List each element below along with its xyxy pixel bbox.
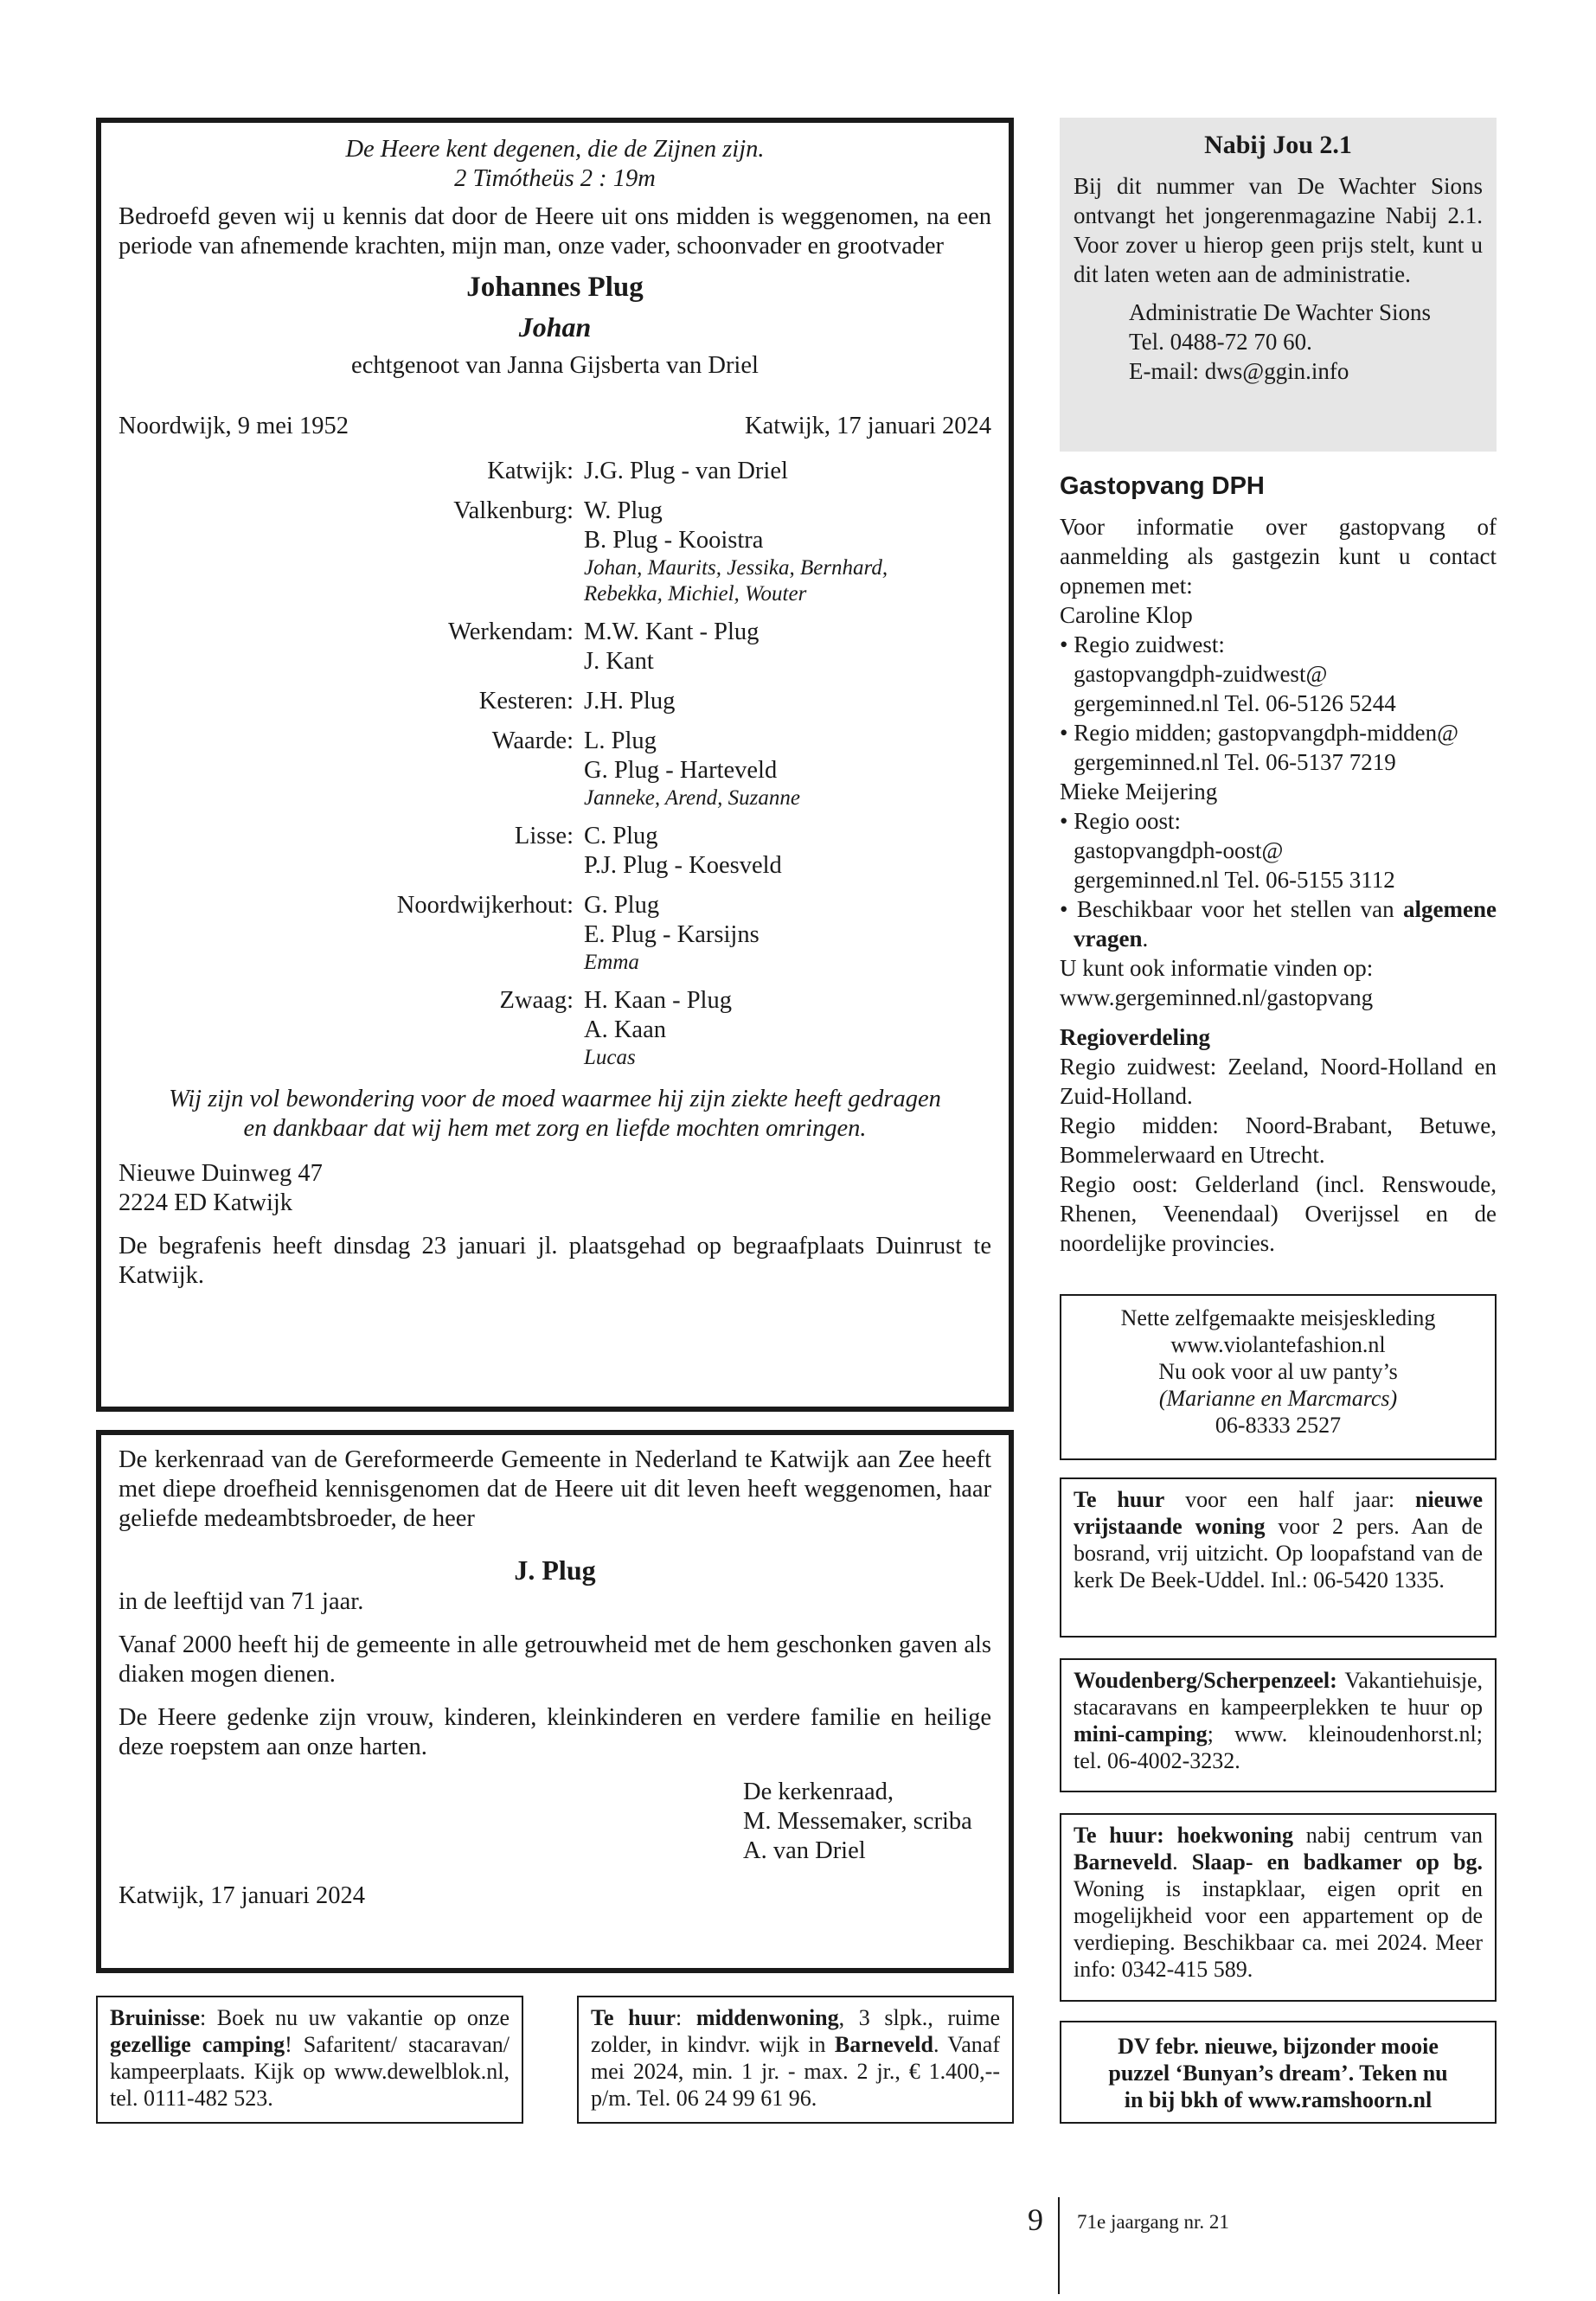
ad-text: voor 2 pers. Aan de bosrand, vrij uitzicht. Op loopafstand van de kerk De Beek-Uddel. Inl.: 06-5420 1335. [1074, 1514, 1483, 1593]
family-group [119, 497, 991, 607]
family-names [584, 618, 759, 676]
funeral-note: De begrafenis heeft dinsdag 23 januari jl. plaatsgehad op begraafplaats Duinrust te Katwijk. [119, 1233, 991, 1289]
ad-rent-detached-house [1060, 1477, 1497, 1638]
family-member: G. Plug - Harteveld [584, 757, 778, 784]
grandchildren: Janneke, Arend, Suzanne [584, 786, 800, 810]
contact-person: Mieke Meijering [1060, 779, 1218, 804]
ad-text: ; www. kleinoudenhorst.nl; tel. 06-4002-3232. [1074, 1721, 1483, 1773]
family-place: Werkendam: [448, 619, 574, 645]
family-names [584, 822, 782, 881]
scripture-reference: 2 Timótheüs 2 : 19m [454, 165, 656, 192]
obituary-intro: Bedroefd geven wij u kennis dat door de Heere uit ons midden is weggenomen, na een periode van afnemende krachten, mijn man, onze vader, schoonvader en grootvader [119, 203, 991, 260]
council-deceased-name: J. Plug [514, 1554, 596, 1586]
family-group [119, 986, 991, 1071]
council-intro: De kerkenraad van de Gereformeerde Gemeente in Nederland te Katwijk aan Zee heeft met diepe droefheid kennisgenomen dat de Heere uit dit leven heeft weggenomen, haar geliefde medeambtsbroeder, de heer [119, 1446, 991, 1532]
ad-highlight: Barneveld [1074, 1849, 1173, 1875]
region-zuidwest-phone: gergeminned.nl Tel. 06-5126 5244 [1074, 690, 1396, 716]
family-names [584, 891, 760, 976]
scripture-quote: De Heere kent degenen, die de Zijnen zijn. [345, 136, 765, 163]
address-street: Nieuwe Duinweg 47 [119, 1160, 323, 1187]
ad-highlight: nieuwe vrijstaande woning [1074, 1487, 1483, 1539]
ad-highlight: middenwoning [695, 2005, 839, 2030]
council-signature [743, 1778, 991, 1866]
ad-website: www.violantefashion.nl [1170, 1332, 1386, 1357]
family-address [119, 1159, 991, 1218]
ad-text: ! Safaritent/ stacaravan/ kampeerplaats. Kijk op www.dewelblok.nl, tel. 0111-482 523. [110, 2032, 510, 2111]
family-member: J.G. Plug - van Driel [584, 458, 788, 484]
family-group [119, 822, 991, 881]
ad-highlight: mini-camping [1074, 1721, 1208, 1747]
ad-woudenberg-camping [1060, 1658, 1497, 1792]
nabij-contact [1129, 298, 1483, 386]
contact-line: E-mail: dws@ggin.info [1129, 358, 1349, 384]
region-midden-label: • Regio midden; gastopvangdph-midden@ [1060, 720, 1459, 746]
ad-text: nabij centrum van [1292, 1823, 1483, 1848]
family-member: J.H. Plug [584, 688, 676, 715]
ad-puzzle-bunyan [1060, 2021, 1497, 2124]
ad-highlight: Barneveld [834, 2032, 933, 2057]
nabij-title: Nabij Jou 2.1 [1204, 131, 1352, 159]
region-division-title: Regioverdeling [1060, 1024, 1210, 1050]
family-place: Zwaag: [499, 987, 574, 1014]
ad-text: Vakantiehuisje, stacaravans en kampeerplekken te huur op [1074, 1668, 1483, 1720]
ad-title: Bruinisse [110, 2005, 201, 2030]
tribute-line: Wij zijn vol bewondering voor de moed waarmee hij zijn ziekte heeft gedragen [169, 1086, 941, 1112]
ad-title: Te huur: hoekwoning [1074, 1823, 1293, 1848]
family-group [119, 618, 991, 676]
family-member: E. Plug - Karsijns [584, 921, 760, 948]
contact-line: Administratie De Wachter Sions [1129, 299, 1432, 325]
ad-rent-hoekwoning [1060, 1813, 1497, 2002]
grandchildren: Rebekka, Michiel, Wouter [584, 582, 807, 606]
spouse-line: echtgenoot van Janna Gijsberta van Driel [351, 352, 759, 379]
family-names [584, 497, 888, 607]
ad-phone: 06-8333 2527 [1215, 1413, 1342, 1438]
family-member: H. Kaan - Plug [584, 987, 732, 1014]
ad-title: Te huur [591, 2005, 676, 2030]
council-blessing: De Heere gedenke zijn vrouw, kinderen, kleinkinderen en verdere familie en heilige deze roepstem aan onze harten. [119, 1704, 991, 1760]
family-place: Kesteren: [478, 688, 574, 715]
grandchildren: Johan, Maurits, Jessika, Bernhard, [584, 556, 888, 580]
family-member: G. Plug [584, 892, 660, 919]
ad-line: DV febr. nieuwe, bijzonder mooie [1118, 2034, 1439, 2059]
ad-text: . [1172, 1849, 1192, 1875]
deceased-nickname: Johan [518, 311, 592, 343]
family-member: P.J. Plug - Koesveld [584, 852, 782, 879]
family-names [584, 727, 800, 811]
more-info: U kunt ook informatie vinden op: www.gergeminned.nl/gastopvang [1060, 955, 1374, 1010]
council-notice [96, 1430, 1014, 1973]
general-text: • Beschikbaar voor het stellen van [1060, 896, 1404, 922]
region-zuidwest-email: gastopvangdph-zuidwest@ [1074, 661, 1328, 687]
general-text: . [1142, 926, 1149, 952]
region-oost-phone: gergeminned.nl Tel. 06-5155 3112 [1074, 867, 1395, 893]
birth-date: Noordwijk, 9 mei 1952 [119, 413, 349, 439]
council-age: in de leeftijd van 71 jaar. [119, 1588, 364, 1615]
family-member: A. Kaan [584, 1016, 666, 1043]
ad-highlight: Slaap- en badkamer op bg. [1191, 1849, 1484, 1875]
family-list [119, 457, 991, 1071]
gastopvang-section [1060, 469, 1497, 1258]
ad-text: Woning is instapklaar, eigen oprit en mogelijkheid voor een appartement op de verdieping. Beschikbaar ca. mei 2024. Meer info: 0342-415 589. [1074, 1876, 1483, 1982]
ad-line: Nette zelfgemaakte meisjeskleding [1120, 1305, 1436, 1330]
ad-line: puzzel ‘Bunyan’s dream’. Teken nu [1108, 2061, 1448, 2086]
footer-divider [1058, 2197, 1060, 2294]
family-place: Noordwijkerhout: [396, 892, 574, 919]
family-group [119, 727, 991, 811]
ad-text: . Vanaf mei 2024, min. 1 jr. - max. 2 jr., € 1.400,-- p/m. Tel. 06 24 99 61 96. [591, 2032, 1000, 2111]
signature-line: A. van Driel [743, 1837, 866, 1864]
family-place: Katwijk: [487, 458, 574, 484]
ad-bruinisse-camping [96, 1996, 523, 2124]
ad-text: , 3 slpk., ruime zolder, in kindvr. wijk in [591, 2005, 1000, 2057]
family-member: J. Kant [584, 648, 654, 675]
nabij-text: Bij dit nummer van De Wachter Sions ontvangt het jongerenmagazine Nabij 2.1. Voor zover u hierop geen prijs stelt, kunt u dit laten weten aan de administratie. [1074, 173, 1483, 287]
general-questions [1060, 894, 1497, 953]
region-zuidwest-label: • Regio zuidwest: [1060, 631, 1225, 657]
ad-title: Te huur [1074, 1487, 1165, 1512]
family-names [584, 986, 732, 1071]
gastopvang-title: Gastopvang DPH [1060, 472, 1265, 500]
contact-line: Tel. 0488-72 70 60. [1129, 329, 1312, 355]
region-zuidwest: Regio zuidwest: Zeeland, Noord-Holland en Zuid-Holland. [1060, 1054, 1497, 1109]
region-oost-label: • Regio oost: [1060, 808, 1181, 834]
family-names [584, 687, 675, 716]
signature-line: De kerkenraad, [743, 1779, 894, 1805]
council-service: Vanaf 2000 heeft hij de gemeente in alle getrouwheid met de hem geschonken gaven als diaken mogen dienen. [119, 1631, 991, 1688]
ad-names: (Marianne en Marcmarcs) [1158, 1386, 1398, 1411]
family-place: Waarde: [491, 727, 574, 754]
life-dates [119, 412, 991, 441]
family-member: B. Plug - Kooistra [584, 527, 764, 554]
signature-line: M. Messemaker, scriba [743, 1808, 972, 1835]
general-highlight: algemene vragen [1074, 896, 1497, 952]
family-member: C. Plug [584, 823, 658, 849]
issue-info: 71e jaargang nr. 21 [1077, 2211, 1229, 2233]
ad-violante-fashion [1060, 1294, 1497, 1460]
ad-line: in bij bkh of www.ramshoorn.nl [1124, 2087, 1433, 2112]
family-member: M.W. Kant - Plug [584, 619, 760, 645]
page-number: 9 [1028, 2202, 1043, 2237]
family-group [119, 687, 991, 716]
family-member: W. Plug [584, 497, 663, 524]
family-group [119, 457, 991, 486]
tribute-text [119, 1085, 991, 1144]
family-member: L. Plug [584, 727, 657, 754]
family-names [584, 457, 788, 486]
family-place: Valkenburg: [453, 497, 574, 524]
address-city: 2224 ED Katwijk [119, 1189, 293, 1216]
region-midden-phone: gergeminned.nl Tel. 06-5137 7219 [1074, 749, 1396, 775]
region-oost: Regio oost: Gelderland (incl. Renswoude, Rhenen, Veenendaal) Overijssel en de noordelijke provincies. [1060, 1171, 1497, 1256]
council-place-date: Katwijk, 17 januari 2024 [119, 1882, 365, 1909]
region-midden: Regio midden: Noord-Brabant, Betuwe, Bommelerwaard en Utrecht. [1060, 1112, 1497, 1168]
family-group [119, 891, 991, 976]
family-place: Lisse: [514, 823, 574, 849]
tribute-line: en dankbaar dat wij hem met zorg en liefde mochten omringen. [243, 1115, 867, 1142]
ad-text: : Boek nu uw vakantie op onze [200, 2005, 510, 2030]
death-date: Katwijk, 17 januari 2024 [745, 413, 991, 439]
deceased-name: Johannes Plug [466, 272, 644, 303]
ad-line: Nu ook voor al uw panty’s [1158, 1359, 1398, 1384]
ad-title: Woudenberg/Scherpenzeel: [1074, 1668, 1337, 1693]
ad-text: : [676, 2005, 696, 2030]
region-oost-email: gastopvangdph-oost@ [1074, 837, 1284, 863]
gastopvang-intro: Voor informatie over gastopvang of aanmelding als gastgezin kunt u contact opnemen met: [1060, 514, 1497, 599]
grandchildren: Emma [584, 951, 639, 974]
ad-highlight: gezellige camping [110, 2032, 285, 2057]
obituary-notice [96, 118, 1014, 1412]
ad-rent-middenwoning [577, 1996, 1014, 2124]
grandchildren: Lucas [584, 1046, 636, 1069]
nabij-jou-notice [1060, 118, 1497, 452]
ad-text: voor een half jaar: [1164, 1487, 1415, 1512]
contact-person: Caroline Klop [1060, 602, 1193, 628]
